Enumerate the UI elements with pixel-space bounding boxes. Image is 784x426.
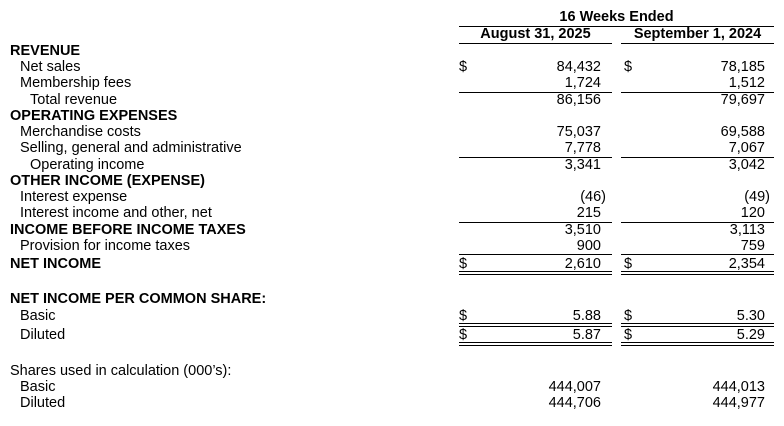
value-2024-merchandise-costs: 69,588 <box>720 124 765 140</box>
value-2025-sga: 7,778 <box>564 140 601 156</box>
row-label-shares-basic: Basic <box>20 379 56 395</box>
value-2025-provision: 900 <box>576 238 601 254</box>
value-2025-total-revenue: 86,156 <box>556 92 601 108</box>
value-2025-operating-income: 3,341 <box>564 157 601 173</box>
value-2025-shares-diluted: 444,706 <box>548 395 601 411</box>
value-2025-interest-expense: (46) <box>580 189 606 205</box>
row-label-interest-expense: Interest expense <box>20 189 128 205</box>
row-label-merchandise-costs: Merchandise costs <box>20 124 141 140</box>
double-rule-2025-eps-diluted <box>459 342 612 346</box>
rule-2025-before-net-income <box>459 254 612 255</box>
row-label-eps-diluted: Diluted <box>20 327 66 343</box>
value-2025-shares-basic: 444,007 <box>548 379 601 395</box>
row-label-net-income: NET INCOME <box>10 256 102 272</box>
column-heading-2025: August 31, 2025 <box>480 26 591 42</box>
row-label-membership-fees: Membership fees <box>20 75 132 91</box>
dollar-sign-2025-net-sales: $ <box>459 59 468 75</box>
row-label-operating-income: Operating income <box>30 157 145 173</box>
dollar-sign-2025-net-income: $ <box>459 256 468 272</box>
column-heading-2024: September 1, 2024 <box>633 26 762 42</box>
value-2024-membership-fees: 1,512 <box>728 75 765 91</box>
row-label-income-before-taxes: INCOME BEFORE INCOME TAXES <box>10 222 246 238</box>
period-heading: 16 Weeks Ended <box>559 9 674 25</box>
row-label-provision: Provision for income taxes <box>20 238 191 254</box>
section-per-share: NET INCOME PER COMMON SHARE: <box>10 291 267 307</box>
value-2025-eps-basic: 5.88 <box>572 308 601 324</box>
rule-2025-before-total-revenue <box>459 92 612 93</box>
value-2024-interest-expense: (49) <box>744 189 770 205</box>
value-2025-membership-fees: 1,724 <box>564 75 601 91</box>
rule-2024-before-total-revenue <box>621 92 774 93</box>
value-2024-shares-diluted: 444,977 <box>712 395 765 411</box>
value-2024-shares-basic: 444,013 <box>712 379 765 395</box>
row-label-total-revenue: Total revenue <box>30 92 118 108</box>
double-rule-2025-eps-basic <box>459 323 612 327</box>
value-2024-net-income: 2,354 <box>728 256 765 272</box>
double-rule-2025-net-income <box>459 271 612 275</box>
value-2024-sga: 7,067 <box>728 140 765 156</box>
dollar-sign-2024-net-income: $ <box>624 256 633 272</box>
value-2025-eps-diluted: 5.87 <box>572 327 601 343</box>
dollar-sign-2025-eps-basic: $ <box>459 308 468 324</box>
value-2024-net-sales: 78,185 <box>720 59 765 75</box>
rule-2025-before-operating-income <box>459 157 612 158</box>
dollar-sign-2024-eps-diluted: $ <box>624 327 633 343</box>
value-2025-income-before-taxes: 3,510 <box>564 222 601 238</box>
value-2024-operating-income: 3,042 <box>728 157 765 173</box>
value-2024-provision: 759 <box>740 238 765 254</box>
section-operating-expenses: OPERATING EXPENSES <box>10 108 178 124</box>
row-label-interest-income: Interest income and other, net <box>20 205 212 221</box>
rule-2024-before-income-before-taxes <box>621 222 774 223</box>
rule-2024-before-operating-income <box>621 157 774 158</box>
row-label-sga: Selling, general and administrative <box>20 140 242 156</box>
value-2024-eps-basic: 5.30 <box>736 308 765 324</box>
value-2024-eps-diluted: 5.29 <box>736 327 765 343</box>
double-rule-2024-net-income <box>621 271 774 275</box>
value-2025-interest-income: 215 <box>576 205 601 221</box>
dollar-sign-2024-eps-basic: $ <box>624 308 633 324</box>
value-2025-merchandise-costs: 75,037 <box>556 124 601 140</box>
column-heading-2025-underline <box>459 43 612 44</box>
row-label-shares-diluted: Diluted <box>20 395 66 411</box>
value-2024-interest-income: 120 <box>740 205 765 221</box>
double-rule-2024-eps-basic <box>621 323 774 327</box>
section-shares-used: Shares used in calculation (000’s): <box>10 363 232 379</box>
value-2025-net-sales: 84,432 <box>556 59 601 75</box>
column-heading-2024-underline <box>621 43 774 44</box>
row-label-net-sales: Net sales <box>20 59 81 75</box>
rule-2024-before-net-income <box>621 254 774 255</box>
rule-2025-before-income-before-taxes <box>459 222 612 223</box>
dollar-sign-2024-net-sales: $ <box>624 59 633 75</box>
value-2024-income-before-taxes: 3,113 <box>729 222 765 238</box>
row-label-eps-basic: Basic <box>20 308 56 324</box>
value-2024-total-revenue: 79,697 <box>720 92 765 108</box>
section-other-income: OTHER INCOME (EXPENSE) <box>10 173 205 189</box>
dollar-sign-2025-eps-diluted: $ <box>459 327 468 343</box>
section-revenue: REVENUE <box>10 43 81 59</box>
value-2025-net-income: 2,610 <box>564 256 601 272</box>
double-rule-2024-eps-diluted <box>621 342 774 346</box>
